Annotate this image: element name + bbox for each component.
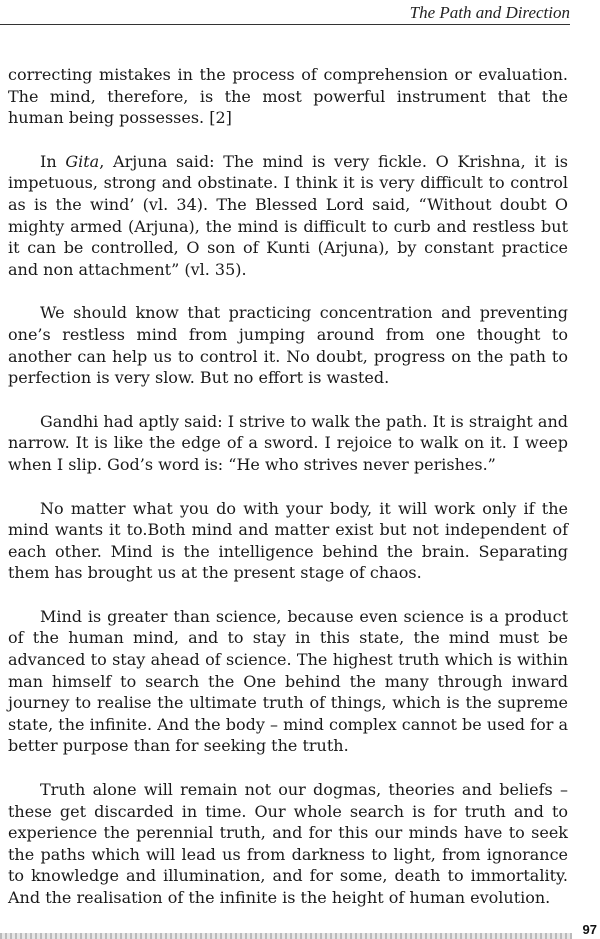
paragraph-4-text: Gandhi had aptly said: I strive to walk the path. It is straight and narrow. It is like the edge of a sword. I rejoice to walk on it. I weep when I slip. God’s word is: “He who strives never perishes.”	[8, 411, 568, 474]
paragraph-2-text: , Arjuna said: The mind is very fickle. O Krishna, it is impetuous, strong and obstinate. I think it is very difficult to control as is the wind’ (vl. 34). The Blessed Lord said, “Without doubt O mighty armed (Arjuna), the mind is difficult to curb and restless but it can be controlled, O son of Kunti (Arjuna), by constant practice and non attachment” (vl. 35).	[8, 151, 568, 279]
header-title: The Path and Direction	[409, 3, 570, 22]
paragraph-2-lead: In	[40, 151, 66, 171]
scan-edge-noise	[0, 933, 572, 939]
paragraph-6	[8, 606, 568, 757]
running-header	[0, 0, 600, 30]
paragraph-6-text: Mind is greater than science, because even science is a product of the human mind, and to stay in this state, the mind must be advanced to stay ahead of science. The highest truth which is within man himself to search the One behind the many through inward journey to realise the ultimate truth of things, which is the supreme state, the infinite. And the body – mind complex cannot be used for a better purpose than for seeking the truth.	[8, 606, 568, 756]
paragraph-1-text: correcting mistakes in the process of comprehension or evaluation. The mind, therefore, is the most powerful instrument that the human being possesses. [2]	[8, 65, 568, 128]
paragraph-2	[8, 151, 568, 281]
paragraph-4	[8, 411, 568, 476]
paragraph-5-text: No matter what you do with your body, it will work only if the mind wants it to.Both mind and matter exist but not independent of each other. Mind is the intelligence behind the brain. Separating them has brought us at the present stage of chaos.	[8, 498, 568, 583]
paragraph-7-text: Truth alone will remain not our dogmas, theories and beliefs – these get discarded in time. Our whole search is for truth and to experience the perennial truth, and for this our minds have to seek the paths which will lead us from darkness to light, from ignorance to knowledge and illumination, and for some, death to immortality. And the realisation of the infinite is the height of human evolution.	[8, 780, 568, 907]
page-body	[8, 64, 568, 931]
paragraph-3	[8, 302, 568, 388]
header-rule	[0, 24, 570, 25]
page-number: 97	[582, 922, 597, 937]
paragraph-1	[8, 64, 568, 129]
paragraph-5	[8, 498, 568, 584]
paragraph-7	[8, 779, 568, 909]
paragraph-2-italic: Gita	[65, 151, 100, 171]
paragraph-3-text: We should know that practicing concentration and preventing one’s restless mind from jumping around from one thought to another can help us to control it. No doubt, progress on the path to perfection is very slow. But no effort is wasted.	[8, 303, 568, 388]
